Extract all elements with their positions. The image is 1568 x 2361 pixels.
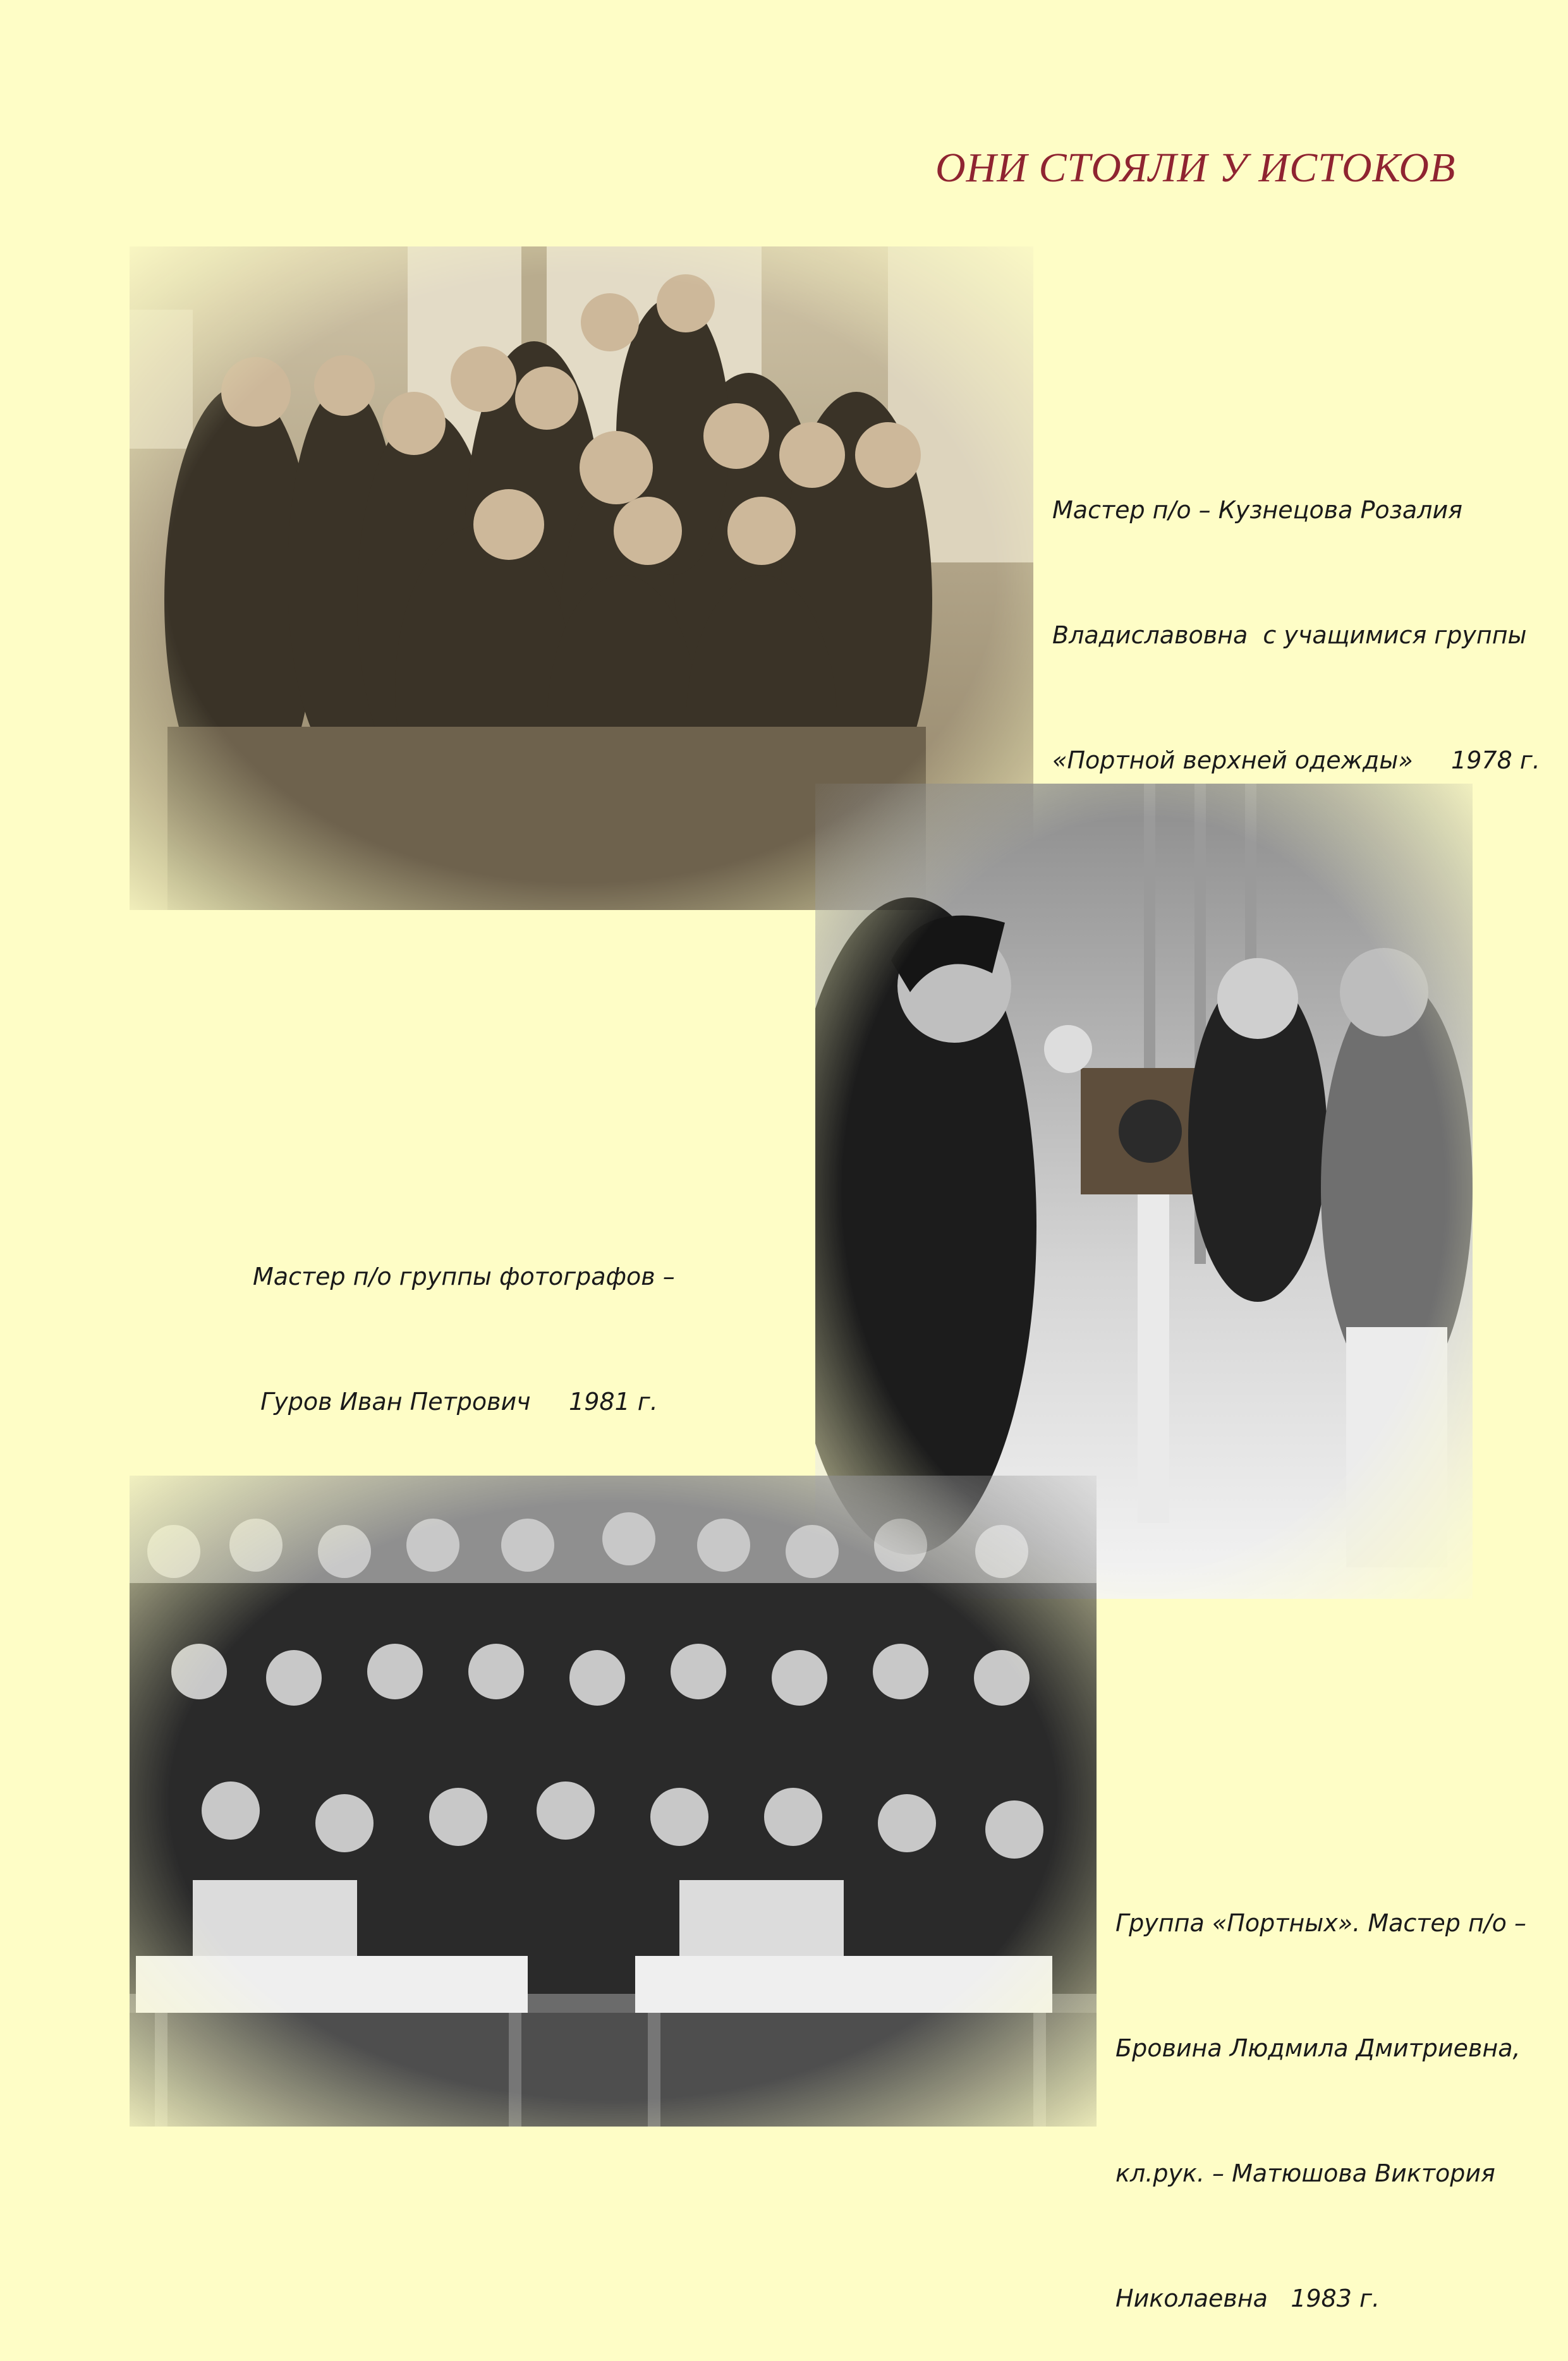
caption-1981-line-2: Гуров Иван Петрович 1981 г. [253,1388,658,1416]
caption-1983-line-4: Николаевна 1983 г. [1115,2285,1380,2312]
caption-1978-line-1: Мастер п/о – Кузнецова Розалия [1052,496,1463,524]
caption-1978 [1052,406,1540,823]
caption-1983 [1115,1819,1526,2361]
page-title: ОНИ СТОЯЛИ У ИСТОКОВ [935,145,1456,191]
photo-1983-image [130,1476,1097,2127]
caption-1983-line-1: Группа «Портных». Мастер п/о – [1115,1909,1526,1937]
caption-1983-line-3: кл.рук. – Матюшова Виктория [1115,2159,1495,2187]
photo-1983 [130,1476,1097,2127]
caption-1981 [253,1172,675,1464]
caption-1978-line-2: Владиславовна с учащимися группы [1052,621,1527,649]
caption-1981-line-1: Мастер п/о группы фотографов – [253,1263,675,1290]
caption-1983-line-2: Бровина Людмила Дмитриевна, [1115,2034,1521,2062]
caption-1978-line-3: «Портной верхней одежды» 1978 г. [1052,746,1540,774]
